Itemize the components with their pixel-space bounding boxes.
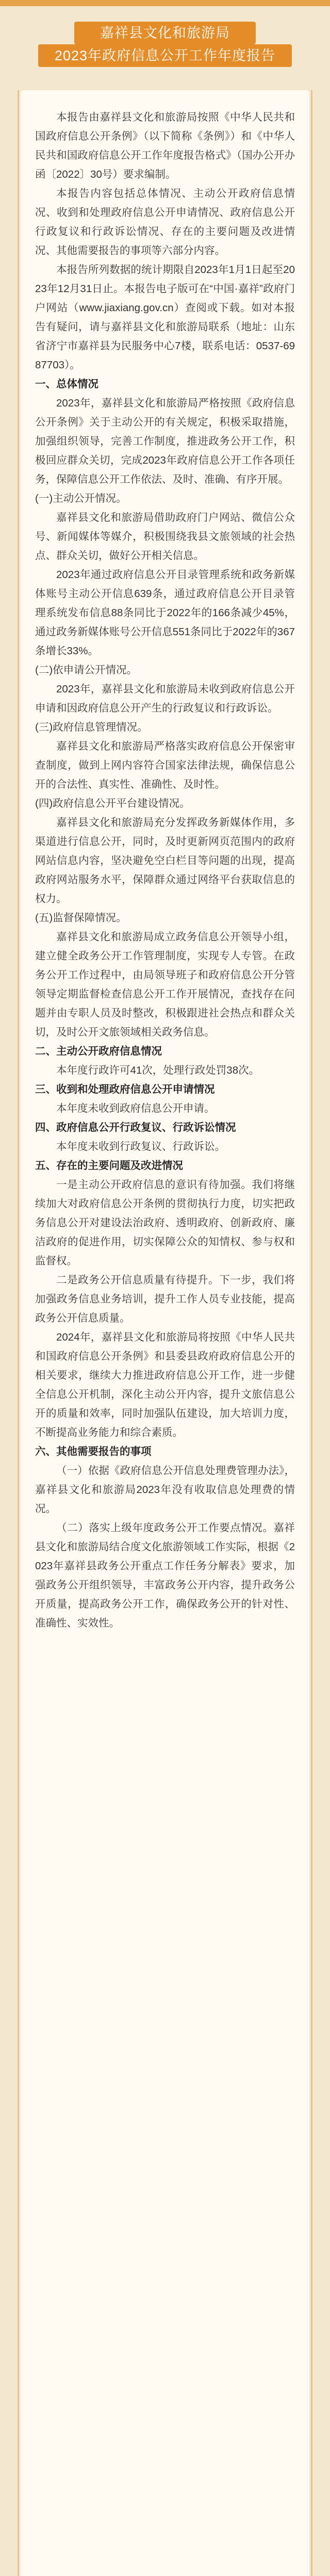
intro-paragraph: 本报告由嘉祥县文化和旅游局按照《中华人民共和国政府信息公开条例》（以下简称《条例》）和《中华人民共和国政府信息公开工作年度报告格式》（国办公开办函〔2022〕30号）要求编制。 [35,111,295,180]
review-paragraph: 本年度未收到行政复议、行政诉讼。 [56,1141,225,1153]
platform-paragraph: 嘉祥县文化和旅游局充分发挥政务新媒体作用，多渠道进行信息公开，同时，及时更新网页范围内的政府网站信息内容，坚决避免空白栏目等问题的出现，提高政府网站服务水平，保障群众通过网络平台获取信息的权力。 [35,817,295,905]
info-management-paragraph: 嘉祥县文化和旅游局严格落实政府信息公开保密审查制度，做到上网内容符合国家法律法规，确保信息公开的合法性、真实性、准确性、及时性。 [35,740,295,790]
problems-paragraph-3: 2024年，嘉祥县文化和旅游局将按照《中华人民共和国政府信息公开条例》和县委县政府政府信息公开的相关要求，继续大力推进政府信息公开工作，进一步健全信息公开机制，深化主动公开内容，提升文旅信息公开的质量和效率，同时加强队伍建设，加大培训力度，不断提高业务能力和综合素质。 [35,1331,295,1438]
problems-paragraph-1: 一是主动公开政府信息的意识有待加强。我们将继续加大对政府信息公开条例的贯彻执行力度，切实把政务信息公开对建设法治政府、透明政府、创新政府、廉洁政府的促进作用，切实保障公众的知情权、参与权和监督权。 [35,1179,295,1267]
section-heading-review: 四、政府信息公开行政复议、行政诉讼情况 [35,1122,236,1133]
active-disclosure-paragraph: 嘉祥县文化和旅游局借助政府门户网站、微信公众号、新闻媒体等媒介，积极围绕我县文旅领域的社会热点、群众关切，做好公开相关信息。 [35,512,295,562]
supervision-paragraph: 嘉祥县文化和旅游局成立政务信息公开领导小组，建立健全政务公开工作管理制度，实现专人专管。在政务公开工作过程中，由局领导班子和政府信息公开分管领导定期监督检查信息公开工作开展情况，查找存在问题并由专职人员及时整改，积极跟进社会热点和群众关切，及时公开文旅领域相关政务信息。 [35,931,295,1038]
contents-paragraph: 本报告内容包括总体情况、主动公开政府信息情况、收到和处理政府信息公开申请情况、政府信息公开行政复议和行政诉讼情况、存在的主要问题及改进情况、其他需要报告的事项等六部分内容。 [35,188,295,257]
section-heading-other: 六、其他需要报告的事项 [35,1446,152,1458]
overview-paragraph: 2023年，嘉祥县文化和旅游局严格按照《政府信息公开条例》关于主动公开的有关规定，积极采取措施，加强组织领导，完善工作制度，推进政务公开工作，积极回应群众关切，完成2023年政府信息公开工作各项任务，保障信息公开工作依法、及时、准确、有序开展。 [35,397,295,485]
section-heading-applications: 三、收到和处理政府信息公开申请情况 [35,1083,215,1095]
application-disclosure-paragraph: 2023年，嘉祥县文化和旅游局未收到政府信息公开申请和因政府信息公开产生的行政复议和行政诉讼。 [35,683,295,714]
left-border [18,90,19,2576]
subsection-application-disclosure: (二)依申请公开情况。 [35,664,138,676]
right-border [311,90,312,2576]
report-body [21,90,309,2576]
applications-paragraph: 本年度未收到政府信息公开申请。 [56,1103,215,1114]
active-info-paragraph: 本年度行政许可41次，处理行政处罚38次。 [56,1064,260,1076]
active-disclosure-stats: 2023年通过政府信息公开目录管理系统和政务新媒体账号主动公开信息639条，通过政府信息公开目录管理系统发布信息88条同比于2022年的166条减少45%，通过政务新媒体账号公开信息551条同比于2022年的367条增长33%。 [35,569,295,657]
report-header [0,22,330,67]
top-decor-band [0,0,330,6]
header-title-report: 2023年政府信息公开工作年度报告 [38,44,292,67]
section-heading-overview: 一、总体情况 [35,378,98,390]
subsection-supervision: (五)监督保障情况。 [35,912,127,924]
subsection-info-management: (三)政府信息管理情况。 [35,721,148,733]
subsection-active-disclosure: (一)主动公开情况。 [35,493,127,504]
header-title-org: 嘉祥县文化和旅游局 [74,22,256,44]
section-heading-active-info: 二、主动公开政府信息情况 [35,1045,162,1057]
other-paragraph-2: （二）落实上级年度政务公开工作要点情况。嘉祥县文化和旅游局结合度文化旅游领域工作实际，根据《2023年嘉祥县政务公开重点工作任务分解表》要求，加强政务公开组织领导，丰富政务公开内容，提升政务公开质量，提高政务公开工作，确保政务公开的针对性、准确性、实效性。 [35,1522,295,1629]
contact-paragraph: 本报告所列数据的统计期限自2023年1月1日起至2023年12月31日止。本报告电子版可在“中国·嘉祥”政府门户网站（www.jiaxiang.gov.cn）查阅或下载。如对本报告有疑问，请与嘉祥县文化和旅游局联系（地址：山东省济宁市嘉祥县为民服务中心7楼，联系电话：0537-6987703）。 [35,264,295,371]
subsection-platform: (四)政府信息公开平台建设情况。 [35,798,190,809]
section-heading-problems: 五、存在的主要问题及改进情况 [35,1160,183,1172]
other-paragraph-1: （一）依据《政府信息公开信息处理费管理办法》，嘉祥县文化和旅游局2023年没有收取信息处理费的情况。 [35,1465,295,1515]
problems-paragraph-2: 二是政务公开信息质量有待提升。下一步，我们将加强政务信息业务培训，提升工作人员专业技能，提高政务公开信息质量。 [35,1274,295,1324]
